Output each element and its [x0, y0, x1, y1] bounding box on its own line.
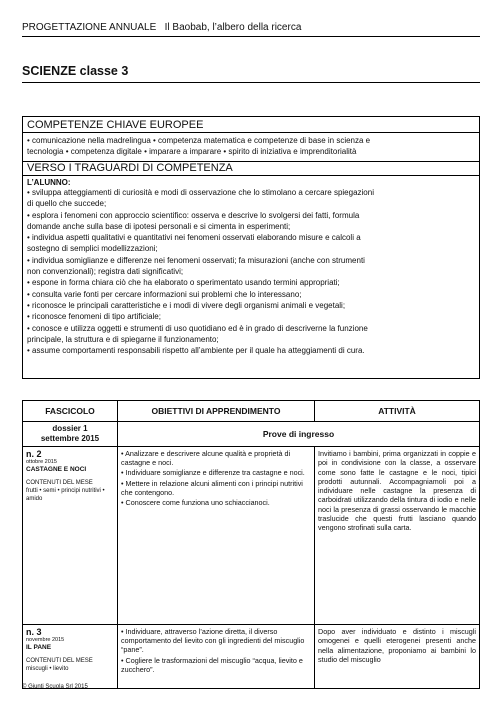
obiettivi-cell — [118, 447, 315, 625]
traguardi-title: VERSO I TRAGUARDI DI COMPETENZA — [23, 160, 479, 176]
obiettivo-item: • Analizzare e descrivere alcune qualità e proprietà di castagne e noci. — [121, 449, 291, 468]
traguardo-line: • sviluppa atteggiamenti di curiosità e modi di osservazione che lo stimolano a cercare spiegazioni — [27, 188, 374, 197]
obiettivo-item: • Conoscere come funziona uno schiaccianoci. — [121, 498, 270, 508]
header-rule — [22, 36, 480, 37]
competenze-box — [22, 116, 480, 162]
alunno-label: L’ALUNNO: — [27, 178, 71, 187]
prove-ingresso: Prove di ingresso — [118, 422, 480, 447]
obiettivo-item: • Mettere in relazione alcuni alimenti con i principi nutritivi che contengono. — [121, 478, 303, 497]
fascicolo-number: n. 3 — [26, 627, 42, 637]
section-title-text: SCIENZE classe 3 — [22, 64, 129, 78]
table-header-row — [23, 401, 480, 422]
dossier-date: settembre 2015 — [40, 434, 100, 443]
fascicolo-number: n. 2 — [26, 449, 42, 459]
traguardo-line: • consulta varie fonti per cercare informazioni sui problemi che lo interessano; — [27, 289, 302, 299]
contenuti-title: CONTENUTI DEL MESE — [26, 658, 93, 664]
header-left: PROGETTAZIONE ANNUALE — [22, 22, 157, 33]
header-right: Il Baobab, l’albero della ricerca — [164, 22, 302, 33]
obiettivo-item: • Individuare, attraverso l’azione diretta, il diverso comportamento del lievito con gli ingredienti del miscuglio “pane”. — [121, 627, 305, 655]
traguardo-line: • riconosce fenomeni di tipo artificiale; — [27, 312, 161, 322]
traguardi-lines — [23, 187, 479, 356]
traguardo-line: • conosce e utilizza oggetti e strumenti di uso quotidiano ed è in grado di descriverne la funzione — [27, 323, 368, 333]
header-obiettivi: OBIETTIVI DI APPRENDIMENTO — [118, 401, 315, 422]
traguardi-box — [22, 160, 480, 379]
programma-table — [22, 400, 480, 689]
fascicolo-cell — [23, 625, 118, 689]
competenze-line: • comunicazione nella madrelingua • competenza matematica e competenze di base in scienza e — [27, 136, 371, 145]
dossier-number: dossier 1 — [52, 424, 88, 433]
header-attivita: ATTIVITÀ — [315, 401, 480, 422]
dossier-row — [23, 422, 480, 447]
traguardo-line: principale, la struttura e di spiegarne il funzionamento; — [27, 334, 219, 344]
contenuti-items: frutti • semi • principi nutritivi • amido — [26, 488, 105, 502]
traguardo-line: • esplora i fenomeni con approccio scientifico: osserva e descrive lo svolgersi dei fatti, formula — [27, 210, 360, 220]
traguardo-line: • assume comportamenti responsabili rispetto all’ambiente per il quale ha atteggiamenti di cura. — [27, 346, 365, 356]
table-row — [23, 625, 480, 689]
competenze-title: COMPETENZE CHIAVE EUROPEE — [23, 117, 479, 133]
traguardo-line: • espone in forma chiara ciò che ha elaborato o sperimentato usando termini appropriati; — [27, 278, 340, 288]
attivita-cell: Invitiamo i bambini, prima organizzati in coppie e poi in condivisione con la classe, a osservare come sono fatte le castagne e le noci, tipici prodotti autunnali. Accompagniamoli poi a individuare nelle castagne la presenza di carboidrati utilizzando della tintura di iodio e nelle noci la presenza di grassi osservando le macchie traslucide che questi frutti lasciano quando vengono strofinati sulla carta. — [315, 447, 480, 625]
contenuti-items: miscugli • lievito — [26, 666, 69, 672]
traguardo-line: • individua aspetti qualitativi e quantitativi nei fenomeni osservati elaborando misure e calcoli a — [27, 233, 361, 243]
traguardo-line: domande anche sulla base di ipotesi personali e si cimenta in esperimenti; — [27, 221, 291, 231]
fascicolo-date: ottobre 2015 — [26, 459, 57, 465]
traguardo-line: • individua somiglianze e differenze nei fenomeni osservati; fa misurazioni (anche con strumenti — [27, 255, 365, 265]
page-header — [22, 22, 480, 37]
obiettivi-cell — [118, 625, 315, 689]
header-fascicolo: FASCICOLO — [23, 401, 118, 422]
fascicolo-date: novembre 2015 — [26, 637, 65, 643]
fascicolo-topic: IL PANE — [26, 644, 52, 651]
fascicolo-cell — [23, 447, 118, 625]
obiettivo-item: • Individuare somiglianze e differenze tra castagne e noci. — [121, 468, 305, 478]
traguardo-line: di quello che succede; — [27, 199, 107, 209]
traguardo-line: sostegno di semplici modellizzazioni; — [27, 244, 158, 254]
contenuti-title: CONTENUTI DEL MESE — [26, 480, 93, 486]
attivita-cell: Dopo aver individuato e distinto i miscugli omogenei e quelli eterogenei presenti anche nella alimentazione, proponiamo ai bambini lo studio del miscuglio — [315, 625, 480, 689]
footer-copyright: © Giunti Scuola Srl 2015 — [22, 684, 88, 690]
traguardo-line: non convenzionali); registra dati significativi; — [27, 267, 184, 277]
section-title-rule — [22, 82, 480, 83]
table-row — [23, 447, 480, 625]
obiettivo-item: • Cogliere le trasformazioni del miscuglio “acqua, lievito e zucchero”. — [121, 655, 303, 674]
fascicolo-topic: CASTAGNE E NOCI — [26, 466, 87, 473]
competenze-line: tecnologia • competenza digitale • imparare a imparare • spirito di iniziativa e imprenditorialità — [27, 147, 357, 157]
traguardo-line: • riconosce le principali caratteristiche e i modi di vivere degli organismi animali e vegetali; — [27, 300, 346, 310]
dossier-cell — [23, 422, 118, 447]
section-title — [22, 64, 480, 83]
